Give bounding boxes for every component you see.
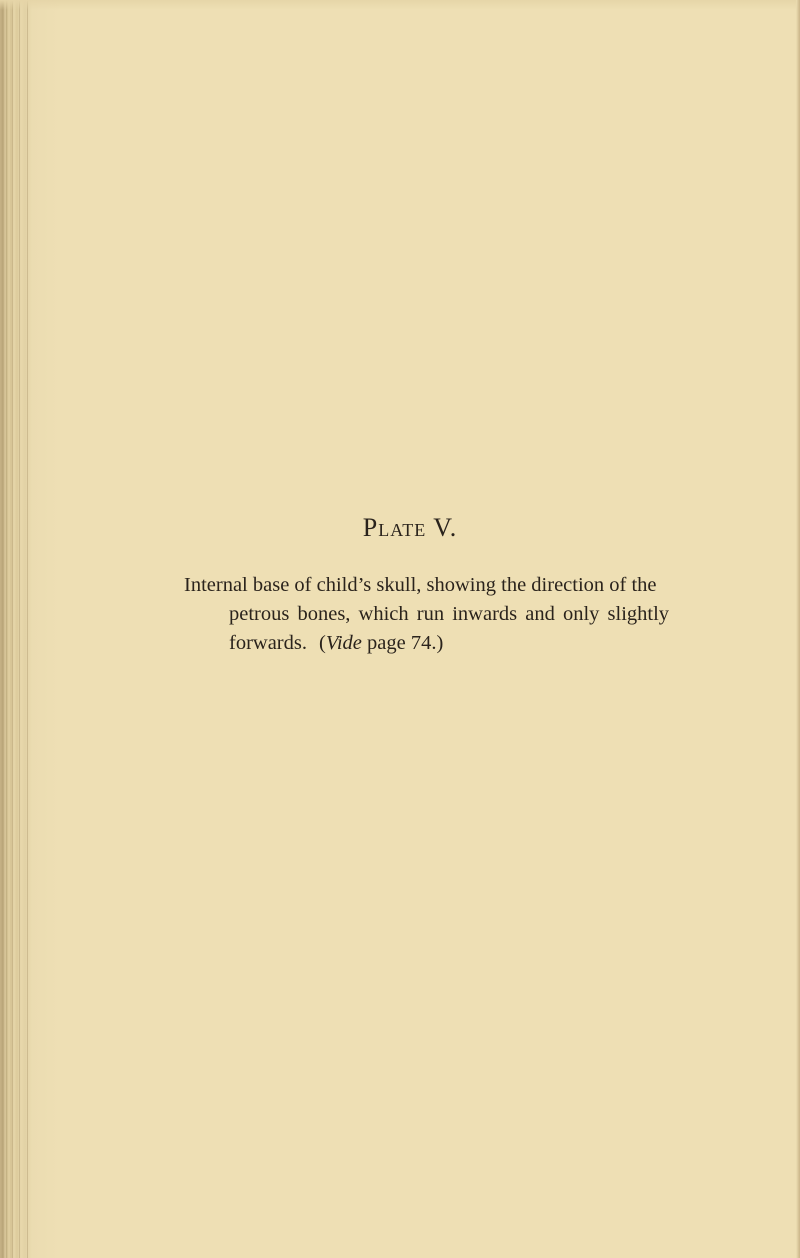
binding-gutter: [0, 0, 60, 1258]
right-edge-shadow: [796, 0, 800, 1258]
caption-line-2: petrous bones, which run inwards and only slightly: [229, 603, 670, 625]
gutter-line: [12, 0, 13, 1258]
gutter-line: [19, 0, 20, 1258]
gutter-line: [6, 0, 7, 1258]
caption-line-3: [184, 629, 744, 658]
plate-title: [0, 513, 800, 543]
reference-page: page 74.): [361, 632, 444, 654]
plate-label: Plate V.: [362, 513, 458, 542]
reference-vide: Vide: [325, 632, 362, 654]
caption-line-3-text: forwards.: [229, 632, 307, 654]
page-reference: [319, 632, 443, 654]
caption-line-1: Internal base of child’s skull, showing the direction of the: [184, 574, 657, 596]
gutter-line: [27, 0, 28, 1258]
reference-open-paren: (: [319, 632, 326, 654]
plate-caption: [184, 571, 744, 658]
top-edge-shadow: [0, 0, 800, 10]
